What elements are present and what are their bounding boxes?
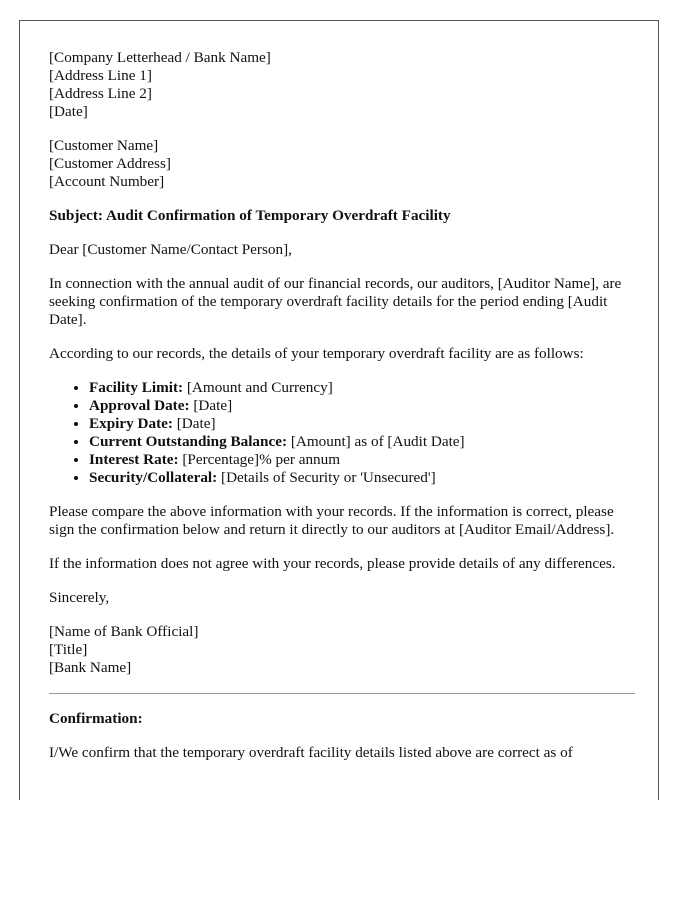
letterhead-bank-name: [Company Letterhead / Bank Name] <box>49 49 271 66</box>
detail-label: Approval Date: <box>89 397 190 414</box>
section-divider <box>49 693 635 694</box>
detail-value: [Percentage]% per annum <box>178 451 341 468</box>
letterhead-date: [Date] <box>49 103 88 120</box>
intro-paragraph: In connection with the annual audit of our financial records, our auditors, [Auditor Name], are seeking confirmation of the temporary overdraft facility details for the period ending [Audit Date]. <box>49 275 622 328</box>
detail-security-collateral <box>89 469 635 487</box>
detail-label: Current Outstanding Balance: <box>89 433 288 450</box>
signature-bank-name: [Bank Name] <box>49 659 132 676</box>
detail-outstanding-balance <box>89 433 635 451</box>
detail-interest-rate <box>89 451 635 469</box>
letter-content <box>49 49 635 778</box>
recipient-account-number: [Account Number] <box>49 173 165 190</box>
records-intro-paragraph: According to our records, the details of your temporary overdraft facility are as follows: <box>49 345 584 362</box>
detail-value: [Amount] as of [Audit Date] <box>287 433 465 450</box>
disagree-paragraph: If the information does not agree with your records, please provide details of any differences. <box>49 555 616 572</box>
detail-value: [Details of Security or 'Unsecured'] <box>217 469 436 486</box>
detail-label: Interest Rate: <box>89 451 179 468</box>
salutation: Dear [Customer Name/Contact Person], <box>49 241 292 258</box>
detail-facility-limit <box>89 379 635 397</box>
confirmation-heading: Confirmation: <box>49 710 143 727</box>
letter-subject: Subject: Audit Confirmation of Temporary Overdraft Facility <box>49 207 451 224</box>
confirmation-text: I/We confirm that the temporary overdraft facility details listed above are correct as of <box>49 744 573 761</box>
letterhead <box>49 49 635 121</box>
facility-details-list <box>49 379 635 487</box>
signature-block <box>49 623 635 677</box>
recipient-block <box>49 137 635 191</box>
detail-label: Security/Collateral: <box>89 469 218 486</box>
recipient-address: [Customer Address] <box>49 155 171 172</box>
signature-title: [Title] <box>49 641 88 658</box>
compare-paragraph: Please compare the above information with your records. If the information is correct, please sign the confirmation below and return it directly to our auditors at [Auditor Email/Address]. <box>49 503 615 538</box>
closing: Sincerely, <box>49 589 110 606</box>
letter-page <box>19 20 659 800</box>
signature-official-name: [Name of Bank Official] <box>49 623 199 640</box>
detail-value: [Date] <box>172 415 216 432</box>
detail-value: [Date] <box>189 397 233 414</box>
detail-expiry-date <box>89 415 635 433</box>
letterhead-address-line-2: [Address Line 2] <box>49 85 152 102</box>
detail-approval-date <box>89 397 635 415</box>
letterhead-address-line-1: [Address Line 1] <box>49 67 152 84</box>
detail-label: Facility Limit: <box>89 379 184 396</box>
detail-label: Expiry Date: <box>89 415 173 432</box>
detail-value: [Amount and Currency] <box>183 379 333 396</box>
recipient-name: [Customer Name] <box>49 137 159 154</box>
